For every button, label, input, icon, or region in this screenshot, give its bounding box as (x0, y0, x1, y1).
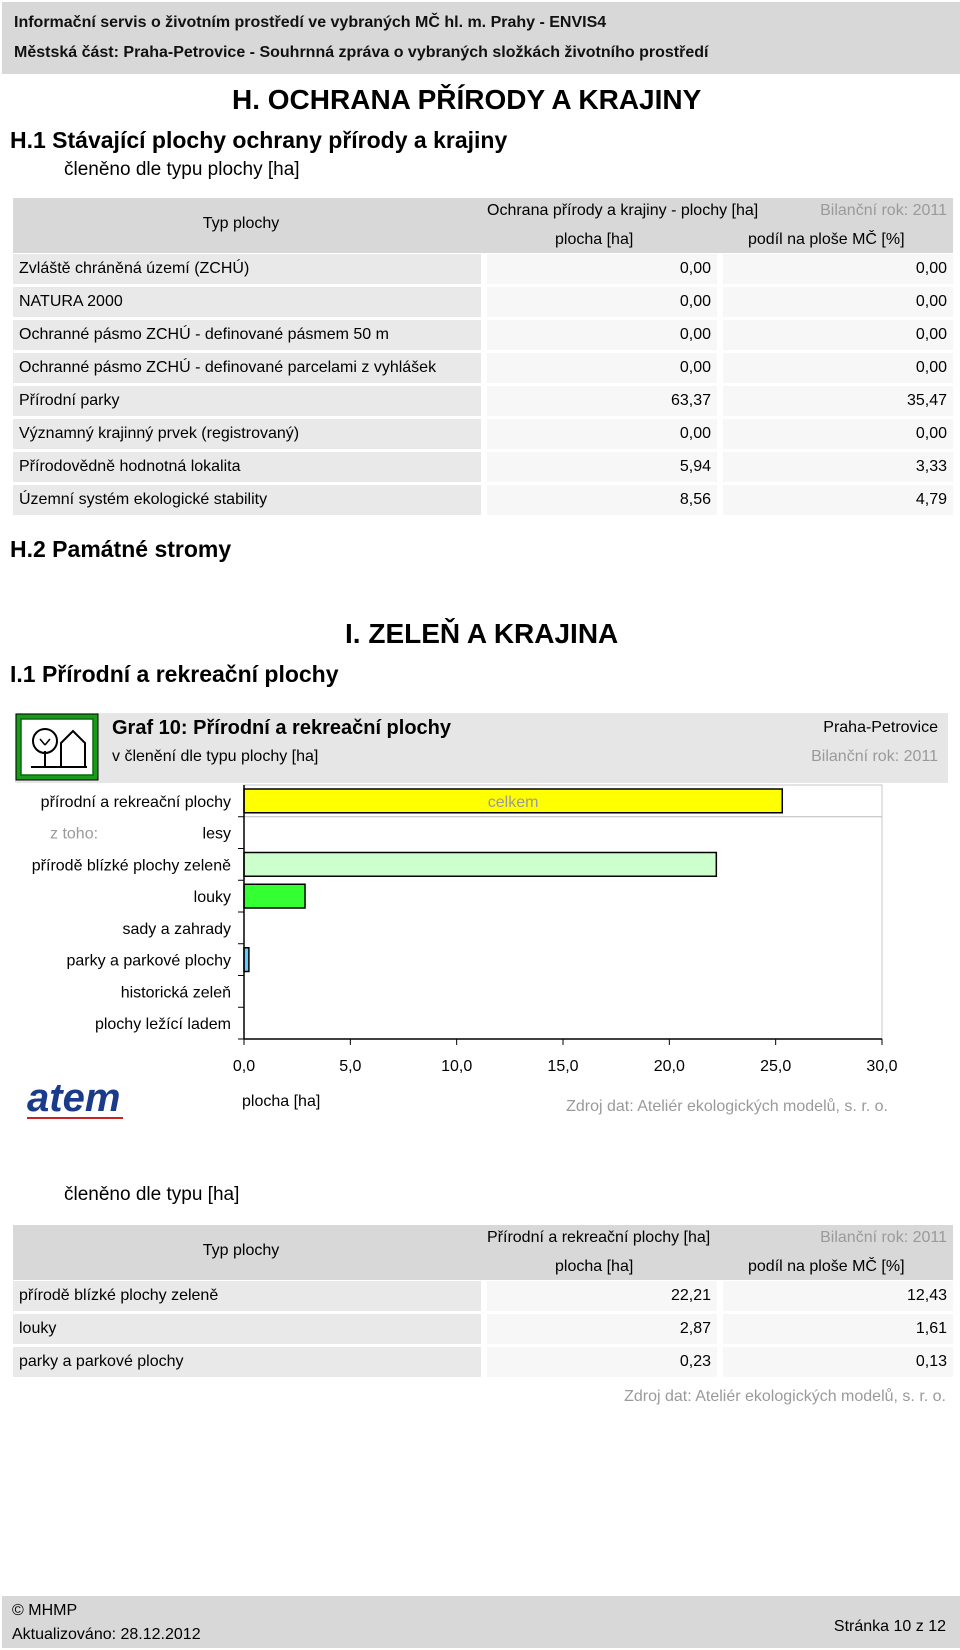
row-area: 0,00 (481, 419, 717, 449)
row-name: Ochranné pásmo ZCHÚ - definované parcelami z vyhlášek (13, 353, 481, 383)
row-share: 4,79 (717, 485, 953, 515)
chart-panel (15, 713, 948, 1162)
row-name: Územní systém ekologické stability (13, 485, 481, 515)
category-label: sady a zahrady (122, 920, 231, 938)
table1-col-share: podíl na ploše MČ [%] (748, 231, 905, 248)
row-share: 0,00 (717, 320, 953, 350)
chart-year: Bilanční rok: 2011 (811, 748, 938, 765)
row-share: 0,00 (717, 287, 953, 317)
table2-year-label: Bilanční rok: 2011 (820, 1229, 947, 1246)
row-name: přírodě blízké plochy zeleně (13, 1281, 481, 1311)
row-name: parky a parkové plochy (13, 1347, 481, 1377)
atem-logo: atem (27, 1076, 121, 1120)
row-name: Přírodovědně hodnotná lokalita (13, 452, 481, 482)
table2-typ-label: Typ plochy (202, 1242, 280, 1259)
footer-copyright: © MHMP (12, 1602, 78, 1619)
category-label: plochy ležící ladem (94, 1016, 231, 1034)
row-share: 0,00 (717, 419, 953, 449)
row-area: 2,87 (481, 1314, 717, 1344)
table-row (13, 485, 953, 515)
bar (244, 884, 305, 908)
table1-year-label: Bilanční rok: 2011 (820, 202, 947, 219)
row-share: 35,47 (717, 386, 953, 416)
row-name: NATURA 2000 (13, 287, 481, 317)
row-name: Významný krajinný prvek (registrovaný) (13, 419, 481, 449)
h1-subtitle: členěno dle typu plochy [ha] (64, 159, 300, 180)
table1-typ-label: Typ plochy (202, 215, 280, 232)
x-tick-label: 5,0 (339, 1058, 362, 1075)
table-row (13, 320, 953, 350)
chart-title: Graf 10: Přírodní a rekreační plochy (112, 717, 452, 739)
footer-page: Stránka 10 z 12 (833, 1618, 946, 1635)
row-area: 0,00 (481, 287, 717, 317)
table1-group-label: Ochrana přírody a krajiny - plochy [ha] (487, 202, 759, 219)
table-row (13, 386, 953, 416)
bar-chart (15, 783, 948, 1162)
row-area: 0,23 (481, 1347, 717, 1377)
row-area: 8,56 (481, 485, 717, 515)
chart-source: Zdroj dat: Ateliér ekologických modelů, s. r. o. (566, 1098, 888, 1115)
section-i-title: I. ZELEŇ A KRAJINA (345, 618, 619, 649)
h2-title: H.2 Památné stromy (10, 536, 232, 562)
row-name: Zvláště chráněná území (ZCHÚ) (13, 254, 481, 284)
plot-frame (244, 785, 882, 1039)
chart-location: Praha-Petrovice (823, 719, 938, 736)
x-tick-label: 10,0 (441, 1058, 473, 1075)
x-tick-label: 15,0 (547, 1058, 579, 1075)
table1-col-area: plocha [ha] (555, 231, 634, 248)
row-area: 5,94 (481, 452, 717, 482)
row-name: louky (13, 1314, 481, 1344)
table-row (13, 254, 953, 284)
i1-title: I.1 Přírodní a rekreační plochy (10, 661, 339, 687)
table2 (13, 1278, 953, 1380)
chart-area (15, 783, 948, 1162)
row-share: 0,00 (717, 353, 953, 383)
row-area: 0,00 (481, 254, 717, 284)
table2-group-label: Přírodní a rekreační plochy [ha] (487, 1229, 711, 1246)
table-row (13, 452, 953, 482)
table-row (13, 353, 953, 383)
table-row (13, 287, 953, 317)
category-prefix: z toho: (50, 825, 99, 843)
category-label: louky (193, 889, 231, 907)
footer-updated: Aktualizováno: 28.12.2012 (12, 1626, 201, 1643)
row-area: 0,00 (481, 353, 717, 383)
row-area: 63,37 (481, 386, 717, 416)
x-tick-label: 20,0 (653, 1058, 685, 1075)
category-label: lesy (202, 825, 231, 843)
h1-title: H.1 Stávající plochy ochrany přírody a krajiny (10, 127, 508, 153)
row-name: Ochranné pásmo ZCHÚ - definované pásmem 50 m (13, 320, 481, 350)
table1 (13, 251, 953, 518)
bar (244, 853, 716, 877)
table-row (13, 419, 953, 449)
bar-annotation: celkem (487, 793, 539, 811)
table1-header (13, 198, 953, 253)
header-line2: Městská část: Praha-Petrovice - Souhrnná zpráva o vybraných složkách životního prostředí (14, 44, 709, 61)
category-label: historická zeleň (120, 984, 231, 1002)
chart-subtitle: v členění dle typu plochy [ha] (112, 748, 319, 765)
category-label: přírodní a rekreační plochy (40, 793, 231, 811)
table-row (13, 1281, 953, 1311)
table-row (13, 1347, 953, 1377)
table2-header (13, 1225, 953, 1280)
row-share: 1,61 (717, 1314, 953, 1344)
header-line1: Informační servis o životním prostředí ve vybraných MČ hl. m. Prahy - ENVIS4 (14, 14, 607, 31)
table2-col-share: podíl na ploše MČ [%] (748, 1258, 905, 1275)
page-footer (2, 1596, 960, 1648)
category-label: parky a parkové plochy (66, 952, 231, 970)
i1-subtitle: členěno dle typu [ha] (64, 1184, 240, 1205)
page-header (2, 2, 960, 74)
x-tick-label: 30,0 (866, 1058, 898, 1075)
x-tick-label: 0,0 (232, 1058, 256, 1075)
row-share: 3,33 (717, 452, 953, 482)
row-share: 0,13 (717, 1347, 953, 1377)
category-label: přírodě blízké plochy zeleně (31, 857, 231, 875)
x-tick-label: 25,0 (760, 1058, 792, 1075)
row-name: Přírodní parky (13, 386, 481, 416)
table-row (13, 1314, 953, 1344)
row-area: 0,00 (481, 320, 717, 350)
row-share: 0,00 (717, 254, 953, 284)
park-icon (15, 713, 100, 783)
row-area: 22,21 (481, 1281, 717, 1311)
table2-col-area: plocha [ha] (555, 1258, 634, 1275)
row-share: 12,43 (717, 1281, 953, 1311)
x-axis-label: plocha [ha] (242, 1093, 321, 1110)
section-h-title: H. OCHRANA PŘÍRODY A KRAJINY (232, 84, 702, 115)
table2-source: Zdroj dat: Ateliér ekologických modelů, s. r. o. (624, 1388, 946, 1405)
